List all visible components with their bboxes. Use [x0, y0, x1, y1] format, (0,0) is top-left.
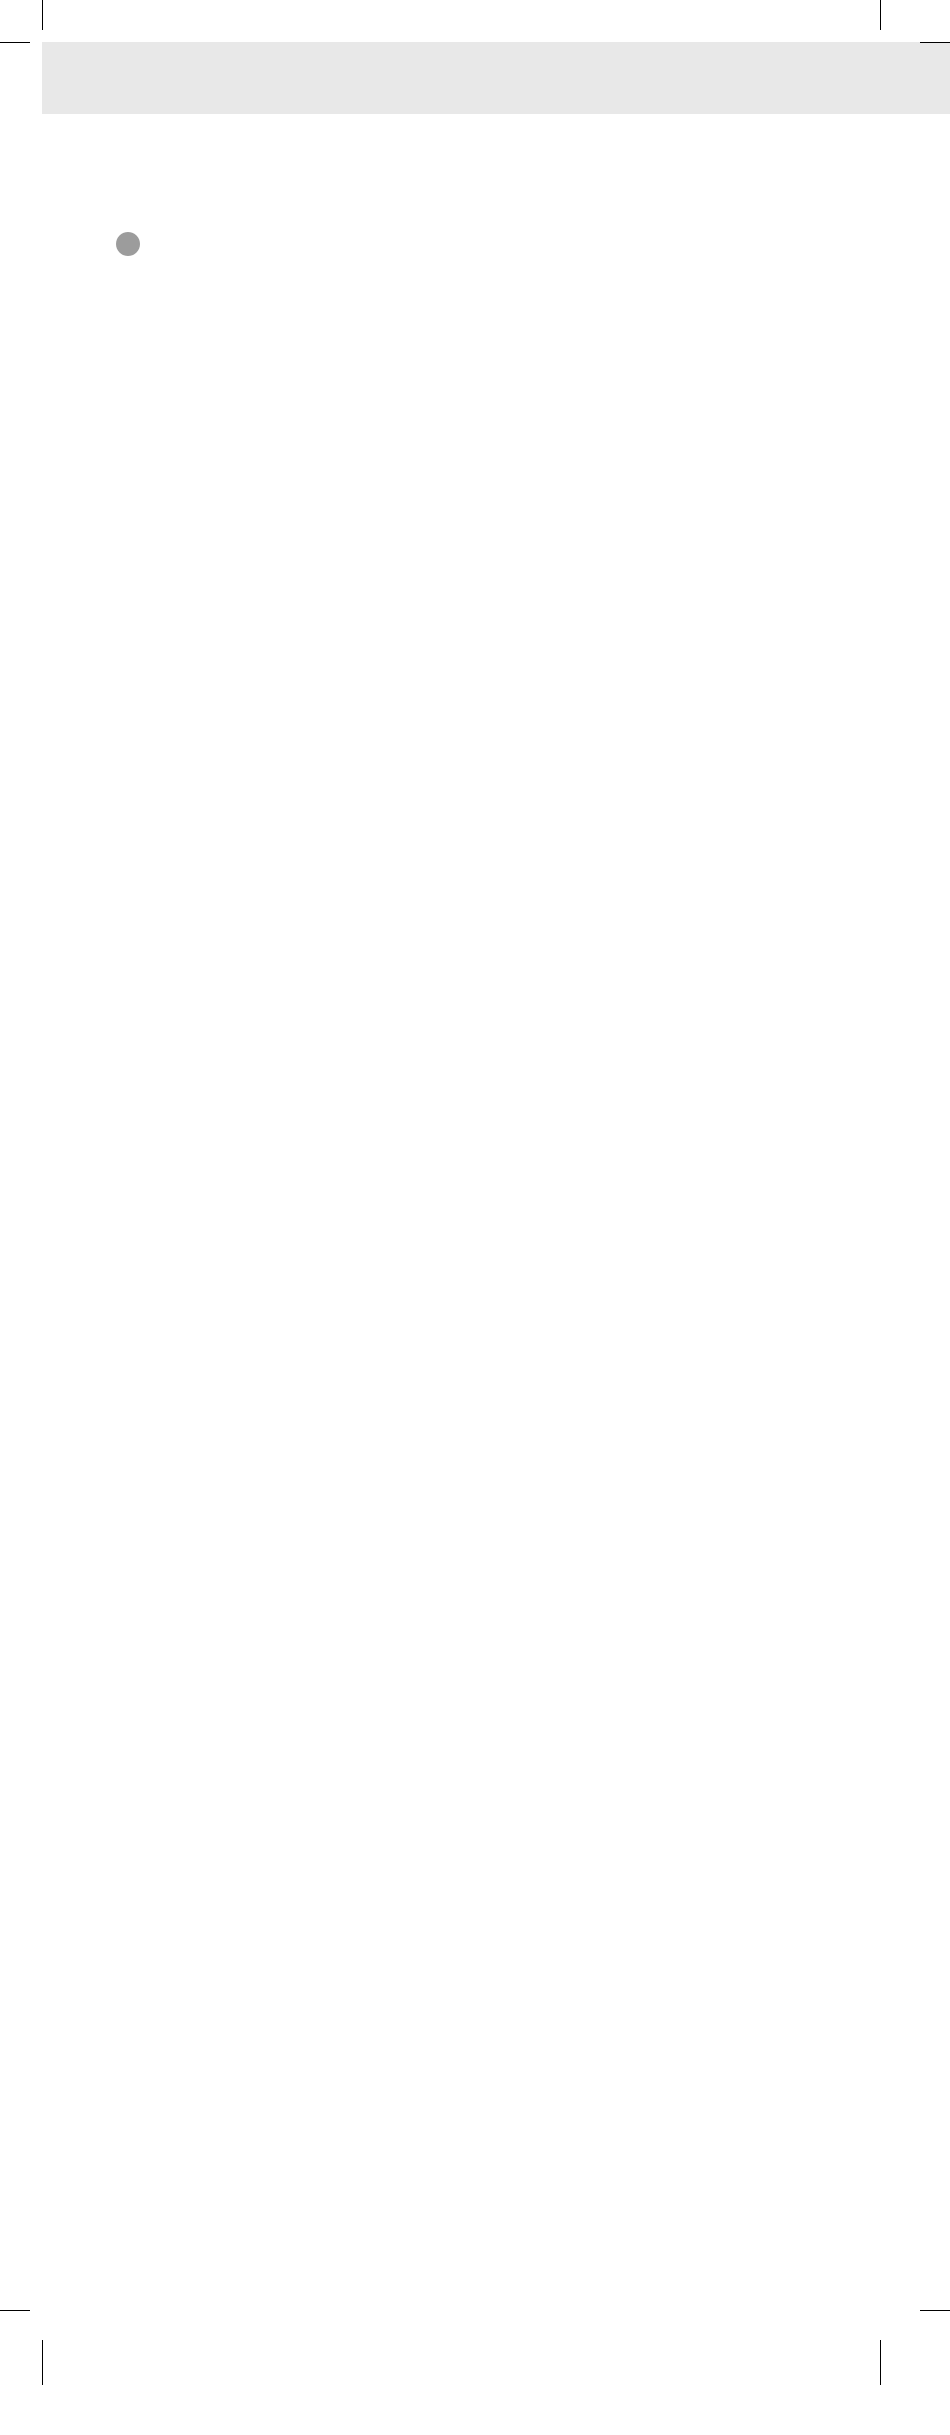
header-band — [42, 42, 950, 114]
crop-mark — [880, 2340, 881, 2385]
crop-mark — [0, 42, 30, 43]
page-content — [116, 158, 838, 308]
crop-mark — [920, 2310, 950, 2311]
crop-mark — [42, 0, 43, 30]
section-heading — [116, 220, 838, 268]
crop-mark — [920, 42, 950, 43]
crop-mark — [880, 0, 881, 30]
bullet-dot-icon — [116, 232, 140, 256]
crop-mark — [0, 2310, 30, 2311]
crop-mark — [42, 2340, 43, 2385]
page-footer — [116, 2260, 126, 2281]
